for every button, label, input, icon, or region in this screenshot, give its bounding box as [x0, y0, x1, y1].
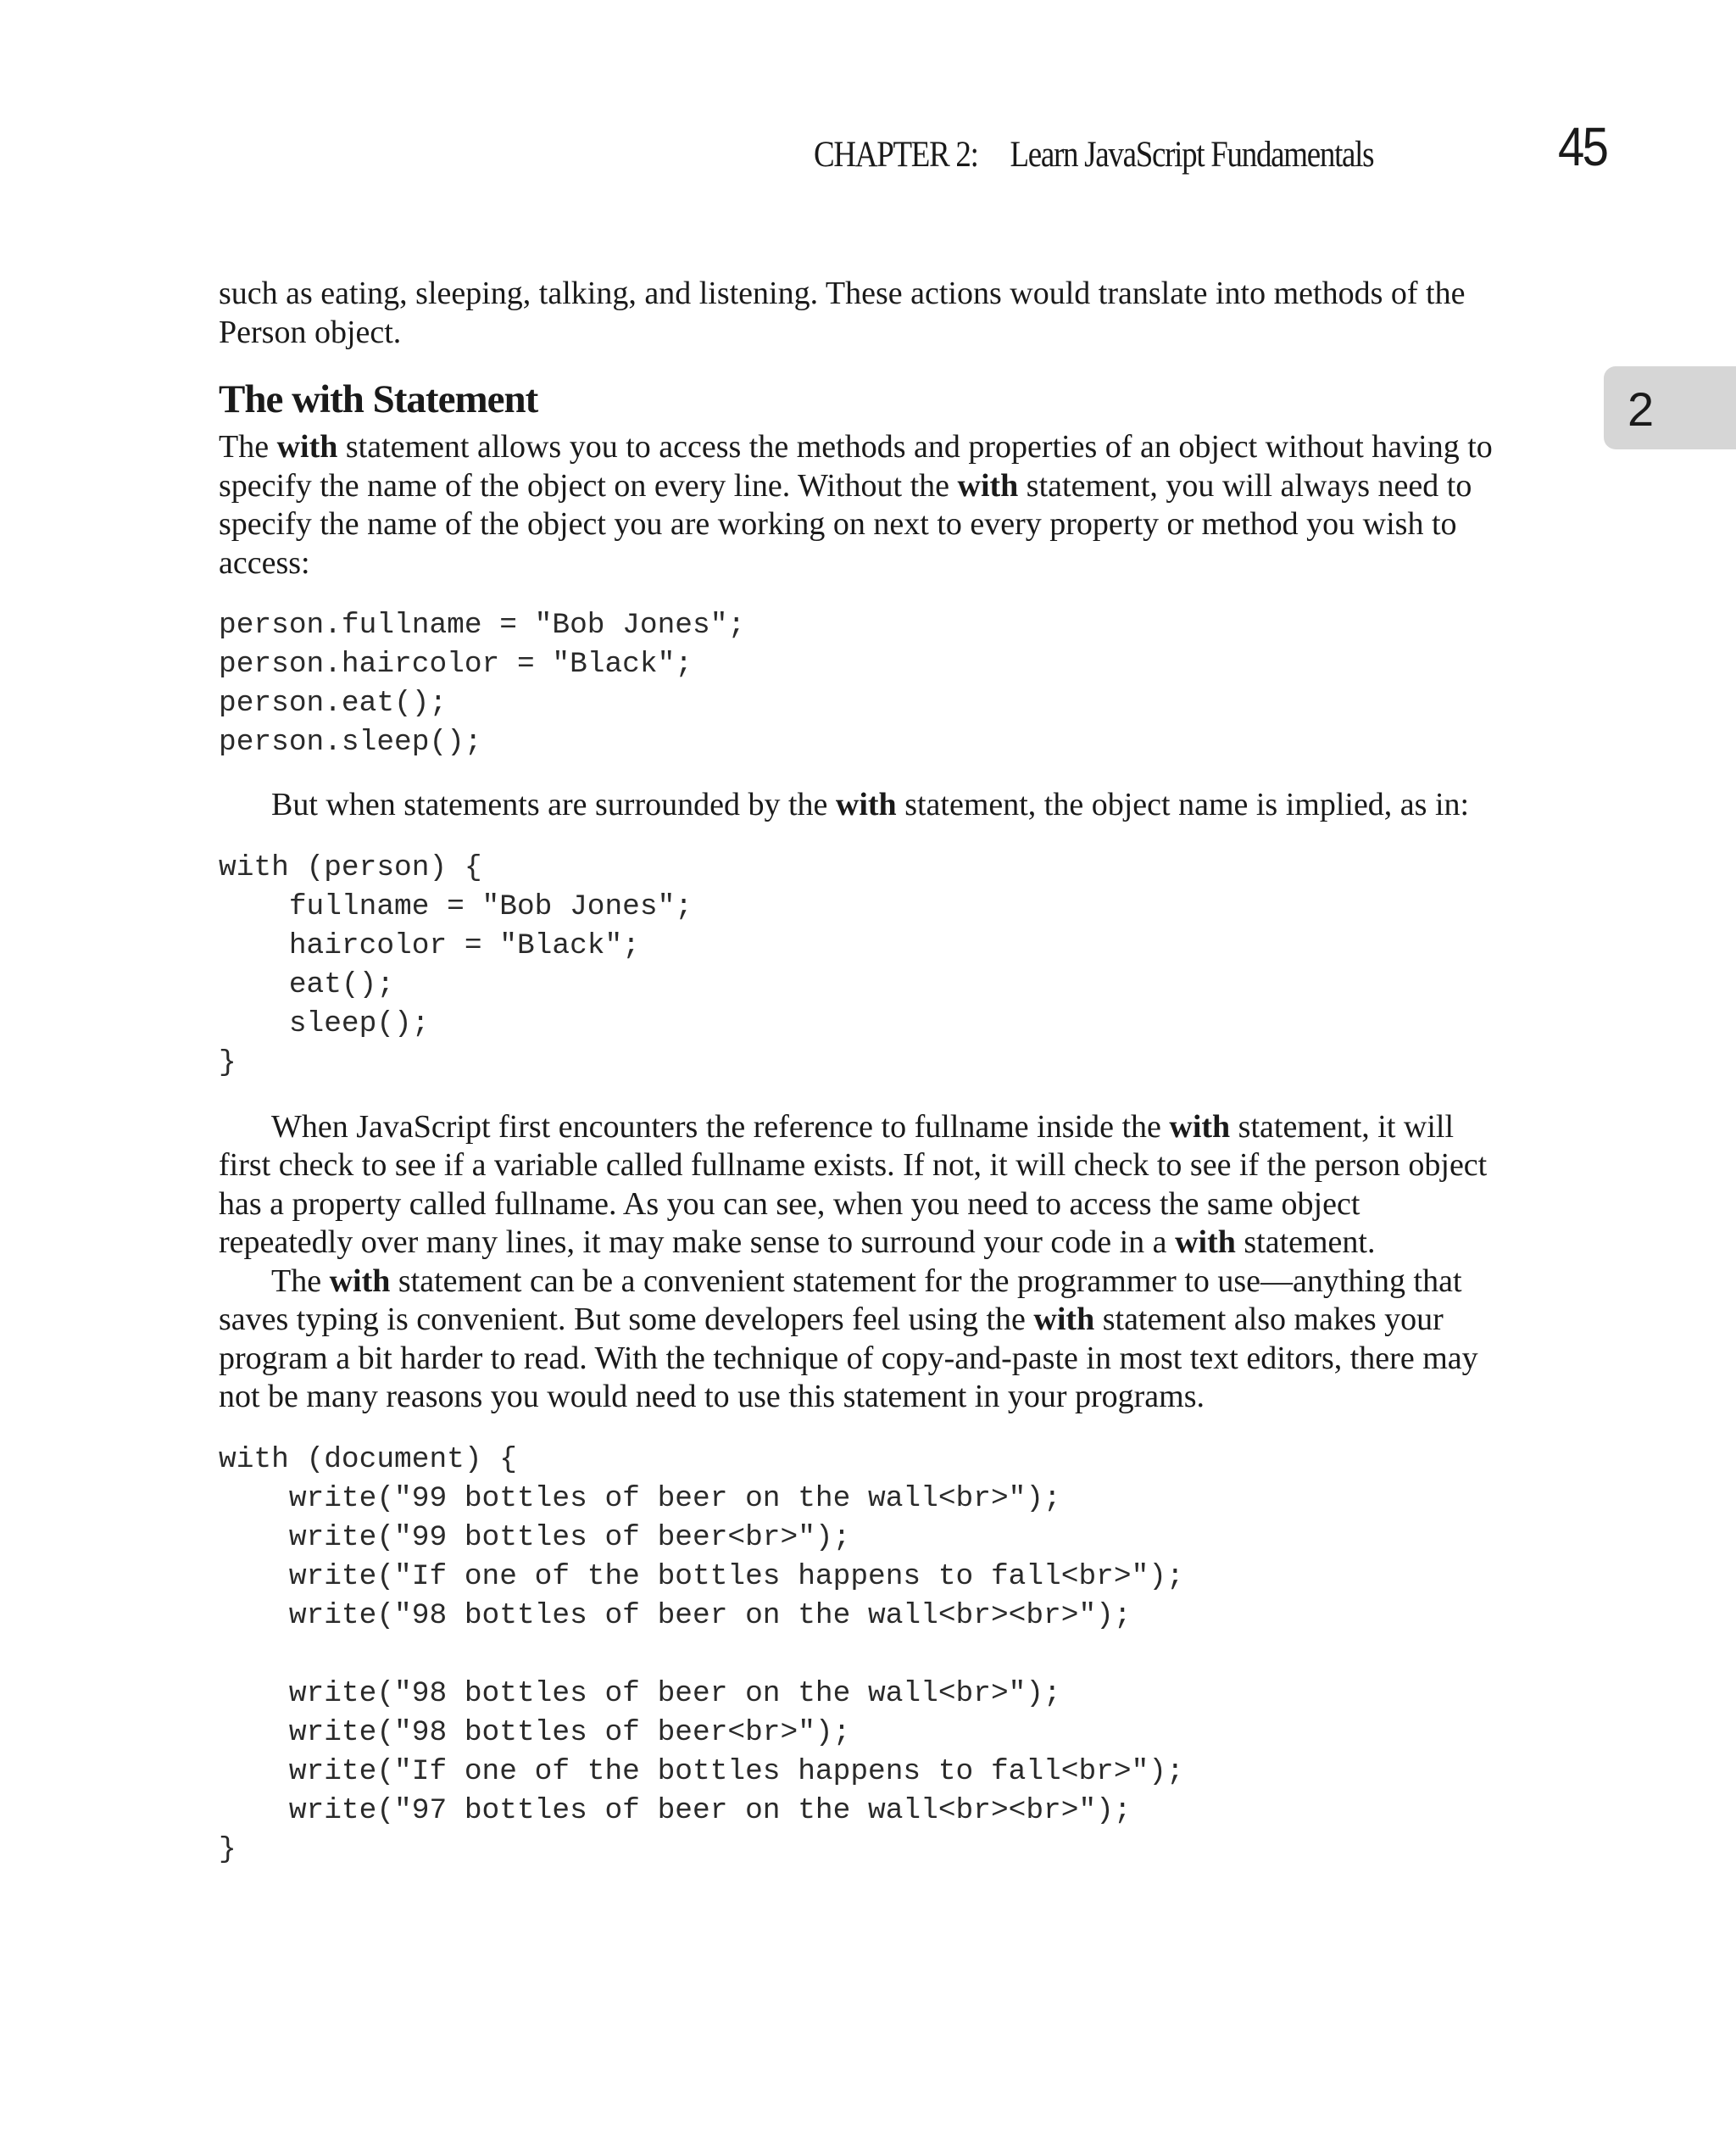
- text-run: The: [219, 429, 277, 465]
- chapter-title: Learn JavaScript Fundamentals: [1010, 135, 1374, 175]
- code-block-with-document: with (document) { write("99 bottles of beer on the wall<br>"); write("99 bottles of beer<br>"); write("If one of the bottles happens to fall<br>"); write("98 bottles of beer on the wall<br><br>"); write("98 bottles of beer on the wall<br>"); write("98 bottles of beer<br>"); write("If one of the bottles happens to fall<br>"); write("97 bottles of beer on the wall<br><br>"); }: [219, 1442, 1184, 1866]
- keyword-with: with: [957, 467, 1019, 504]
- intro-paragraph: such as eating, sleeping, talking, and listening. These actions would translate into methods of the Person object.: [219, 276, 1466, 350]
- keyword-with: with: [329, 1263, 391, 1299]
- keyword-with: with: [835, 787, 897, 822]
- text-run: statement can be a convenient statement for the programmer to use—anything that saves typing is convenient. But some developers feel using the: [219, 1263, 1462, 1337]
- chapter-label: CHAPTER 2:: [814, 135, 978, 175]
- page-body: [219, 275, 1499, 1870]
- paragraph-lookup: [219, 1108, 1499, 1263]
- keyword-with: with: [1169, 1108, 1231, 1145]
- paragraph-with-intro: [219, 428, 1499, 582]
- section-heading: The with Statement: [219, 377, 538, 421]
- keyword-with: with: [1175, 1224, 1236, 1260]
- chapter-thumb-tab: [1604, 366, 1736, 449]
- code-block-with-person: with (person) { fullname = "Bob Jones"; haircolor = "Black"; eat(); sleep(); }: [219, 850, 693, 1079]
- page-number: 45: [1558, 116, 1607, 177]
- text-run: The: [271, 1263, 330, 1299]
- paragraph-implied: [219, 786, 1499, 825]
- code-block-person: person.fullname = "Bob Jones"; person.haircolor = "Black"; person.eat(); person.sleep();: [219, 609, 746, 759]
- keyword-with: with: [276, 429, 338, 465]
- text-run: statement.: [1235, 1224, 1376, 1260]
- text-run: statement, the object name is implied, as in:: [896, 787, 1470, 822]
- text-run: statement also makes your program a bit harder to read. With the technique of copy-and-paste in most text editors, there may not be many reasons you would need to use this statement in your programs.: [219, 1302, 1478, 1414]
- text-run: statement allows you to access the methods and properties of an object without having to specify the name of the object on every line. Without the: [219, 429, 1493, 504]
- text-run: statement, you will always need to specify the name of the object you are working on next to every property or method you wish to access:: [219, 467, 1472, 581]
- text-run: statement, it will first check to see if a variable called fullname exists. If not, it will check to see if the person object has a property called fullname. As you can see, when you need to access the same object repeatedly over many lines, it may make sense to surround your code in a: [219, 1108, 1488, 1260]
- chapter-tab-number: 2: [1628, 382, 1655, 436]
- keyword-with: with: [1033, 1302, 1095, 1337]
- text-run: But when statements are surrounded by the: [271, 787, 836, 822]
- paragraph-convenience: [219, 1263, 1499, 1417]
- text-run: When JavaScript first encounters the reference to fullname inside the: [271, 1108, 1170, 1145]
- running-head: [814, 134, 1389, 176]
